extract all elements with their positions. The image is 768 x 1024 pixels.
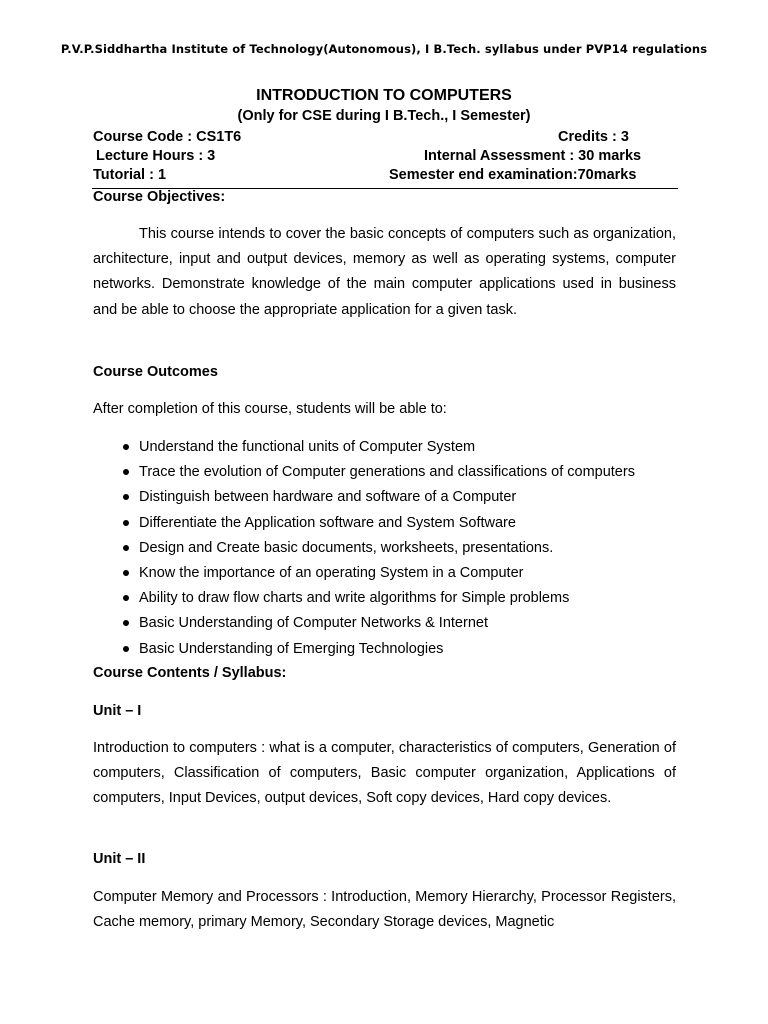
outcomes-intro: After completion of this course, students will be able to: [93, 401, 447, 417]
bullet-icon [123, 620, 129, 626]
course-title: INTRODUCTION TO COMPUTERS [256, 87, 512, 104]
semester-end-exam: Semester end examination:70marks [389, 167, 637, 183]
objectives-text: This course intends to cover the basic concepts of computers such as organization, architecture, input and output devices, memory as well as operating systems, computer networks. Demonstrate knowledge of the main computer applications used in business and be able to choose the appropriate application for a given task. [93, 226, 676, 318]
list-item: Design and Create basic documents, worksheets, presentations. [93, 538, 678, 563]
meta-row-2 [93, 148, 678, 168]
lecture-hours: Lecture Hours : 3 [96, 148, 216, 164]
list-item: Know the importance of an operating System in a Computer [93, 563, 678, 588]
outcomes-heading: Course Outcomes [93, 364, 218, 380]
credits: Credits : 3 [558, 129, 629, 145]
contents-heading: Course Contents / Syllabus: [93, 665, 287, 681]
course-code: Course Code : CS1T6 [93, 129, 242, 145]
list-item: Basic Understanding of Emerging Technologies [93, 639, 678, 664]
unit-2-text: Computer Memory and Processors : Introduction, Memory Hierarchy, Processor Registers, Cache memory, primary Memory, Secondary Storage devices, Magnetic [93, 889, 676, 931]
page-header: P.V.P.Siddhartha Institute of Technology(Autonomous), I B.Tech. syllabus under PVP14 regulations [60, 42, 708, 56]
list-item: Understand the functional units of Computer System [93, 437, 678, 462]
unit-1-heading: Unit – I [93, 703, 142, 719]
meta-row-3 [93, 167, 678, 187]
list-item: Differentiate the Application software and System Software [93, 513, 678, 538]
meta-row-1 [93, 129, 678, 149]
internal-assessment: Internal Assessment : 30 marks [424, 148, 642, 164]
tutorial: Tutorial : 1 [93, 167, 167, 183]
bullet-icon [123, 494, 129, 500]
bullet-icon [123, 469, 129, 475]
bullet-icon [123, 595, 129, 601]
unit-2-heading: Unit – II [93, 851, 146, 867]
outcomes-list [93, 437, 678, 664]
list-item: Basic Understanding of Computer Networks & Internet [93, 613, 678, 638]
unit-1-text: Introduction to computers : what is a computer, characteristics of computers, Generation of computers, Classification of computers, Basic computer organization, Applications of computers, Input Devices, output devices, Soft copy devices, Hard copy devices. [93, 740, 676, 807]
course-subtitle: (Only for CSE during I B.Tech., I Semester) [237, 108, 531, 124]
list-item: Trace the evolution of Computer generations and classifications of computers [93, 462, 678, 487]
bullet-icon [123, 444, 129, 450]
list-item: Ability to draw flow charts and write algorithms for Simple problems [93, 588, 678, 613]
bullet-icon [123, 570, 129, 576]
bullet-icon [123, 646, 129, 652]
bullet-icon [123, 545, 129, 551]
list-item: Distinguish between hardware and software of a Computer [93, 487, 678, 512]
bullet-icon [123, 520, 129, 526]
objectives-heading: Course Objectives: [93, 189, 226, 205]
